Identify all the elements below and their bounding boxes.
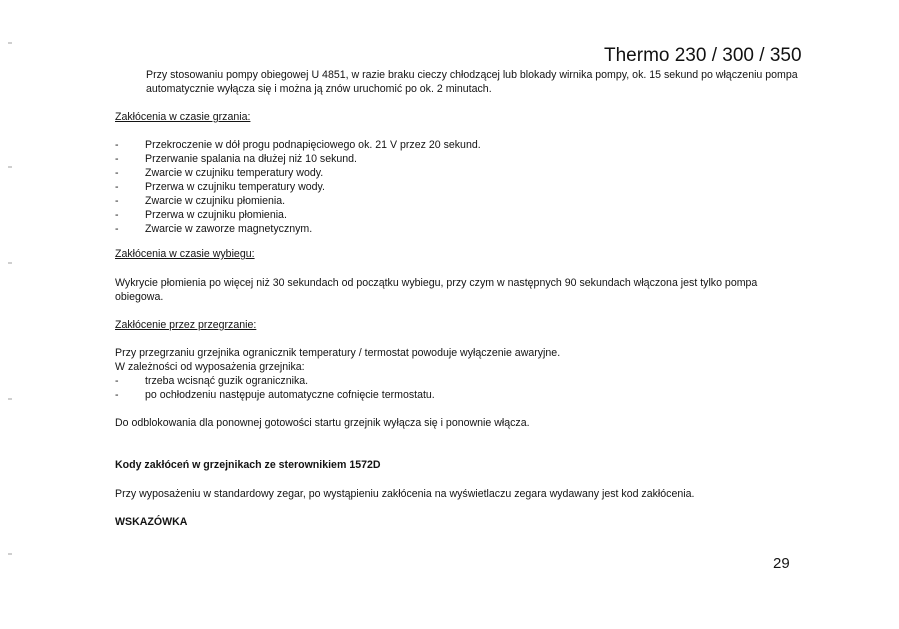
runout-faults-heading: Zakłócenia w czasie wybiegu: bbox=[115, 248, 255, 260]
margin-mark bbox=[8, 42, 12, 44]
bullet-dash: - bbox=[115, 375, 119, 387]
list-item: - Przerwa w czujniku temperatury wody. bbox=[115, 181, 325, 193]
overheat-paragraph: Przy przegrzaniu grzejnika ogranicznik temperatury / termostat powoduje wyłączenie awaryjne. bbox=[115, 347, 561, 359]
list-item: - Przerwanie spalania na dłużej niż 10 sekund. bbox=[115, 153, 358, 165]
unlock-paragraph: Do odblokowania dla ponownej gotowości startu grzejnik wyłącza się i ponownie włącza. bbox=[115, 417, 530, 429]
list-item: - Zwarcie w czujniku temperatury wody. bbox=[115, 167, 324, 179]
margin-mark bbox=[8, 262, 12, 264]
page-number: 29 bbox=[773, 555, 790, 572]
bullet-dash: - bbox=[115, 209, 119, 221]
bullet-dash: - bbox=[115, 153, 119, 165]
note-heading: WSKAZÓWKA bbox=[115, 516, 188, 528]
overheat-list bbox=[115, 374, 775, 402]
margin-mark bbox=[8, 553, 12, 555]
list-item: - Zwarcie w czujniku płomienia. bbox=[115, 195, 286, 207]
list-item: - Zwarcie w zaworze magnetycznym. bbox=[115, 223, 313, 235]
margin-mark bbox=[8, 398, 12, 400]
bullet-dash: - bbox=[115, 195, 119, 207]
bullet-dash: - bbox=[115, 181, 119, 193]
runout-faults-paragraph: Wykrycie płomienia po więcej niż 30 sekundach od początku wybiegu, przy czym w następnych 90 sekundach włączona jest tylko pompa obiegowa. bbox=[115, 277, 758, 303]
fault-codes-heading: Kody zakłóceń w grzejnikach ze sterownikiem 1572D bbox=[115, 459, 381, 471]
fault-codes-paragraph: Przy wyposażeniu w standardowy zegar, po wystąpieniu zakłócenia na wyświetlaczu zegara wydawany jest kod zakłócenia. bbox=[115, 488, 695, 500]
bullet-dash: - bbox=[115, 139, 119, 151]
bullet-dash: - bbox=[115, 167, 119, 179]
bullet-dash: - bbox=[115, 389, 119, 401]
margin-mark bbox=[8, 166, 12, 168]
heating-faults-heading: Zakłócenia w czasie grzania: bbox=[115, 111, 251, 123]
list-item: - Przekroczenie w dół progu podnapięciowego ok. 21 V przez 20 sekund. bbox=[115, 139, 481, 151]
heating-faults-list bbox=[115, 138, 775, 236]
overheat-equipment-line: W zależności od wyposażenia grzejnika: bbox=[115, 361, 305, 373]
document-title: Thermo 230 / 300 / 350 bbox=[604, 45, 802, 66]
overheat-fault-heading: Zakłócenie przez przegrzanie: bbox=[115, 319, 257, 331]
list-item: - po ochłodzeniu następuje automatyczne cofnięcie termostatu. bbox=[115, 389, 435, 401]
intro-paragraph: Przy stosowaniu pompy obiegowej U 4851, w razie braku cieczy chłodzącej lub blokady wirnika pompy, ok. 15 sekund po włączeniu pompa automatycznie wyłącza się i można ją znów uruchomić po ok. 2 minutach. bbox=[146, 69, 798, 95]
list-item: - trzeba wcisnąć guzik ogranicznika. bbox=[115, 375, 309, 387]
list-item: - Przerwa w czujniku płomienia. bbox=[115, 209, 287, 221]
bullet-dash: - bbox=[115, 223, 119, 235]
